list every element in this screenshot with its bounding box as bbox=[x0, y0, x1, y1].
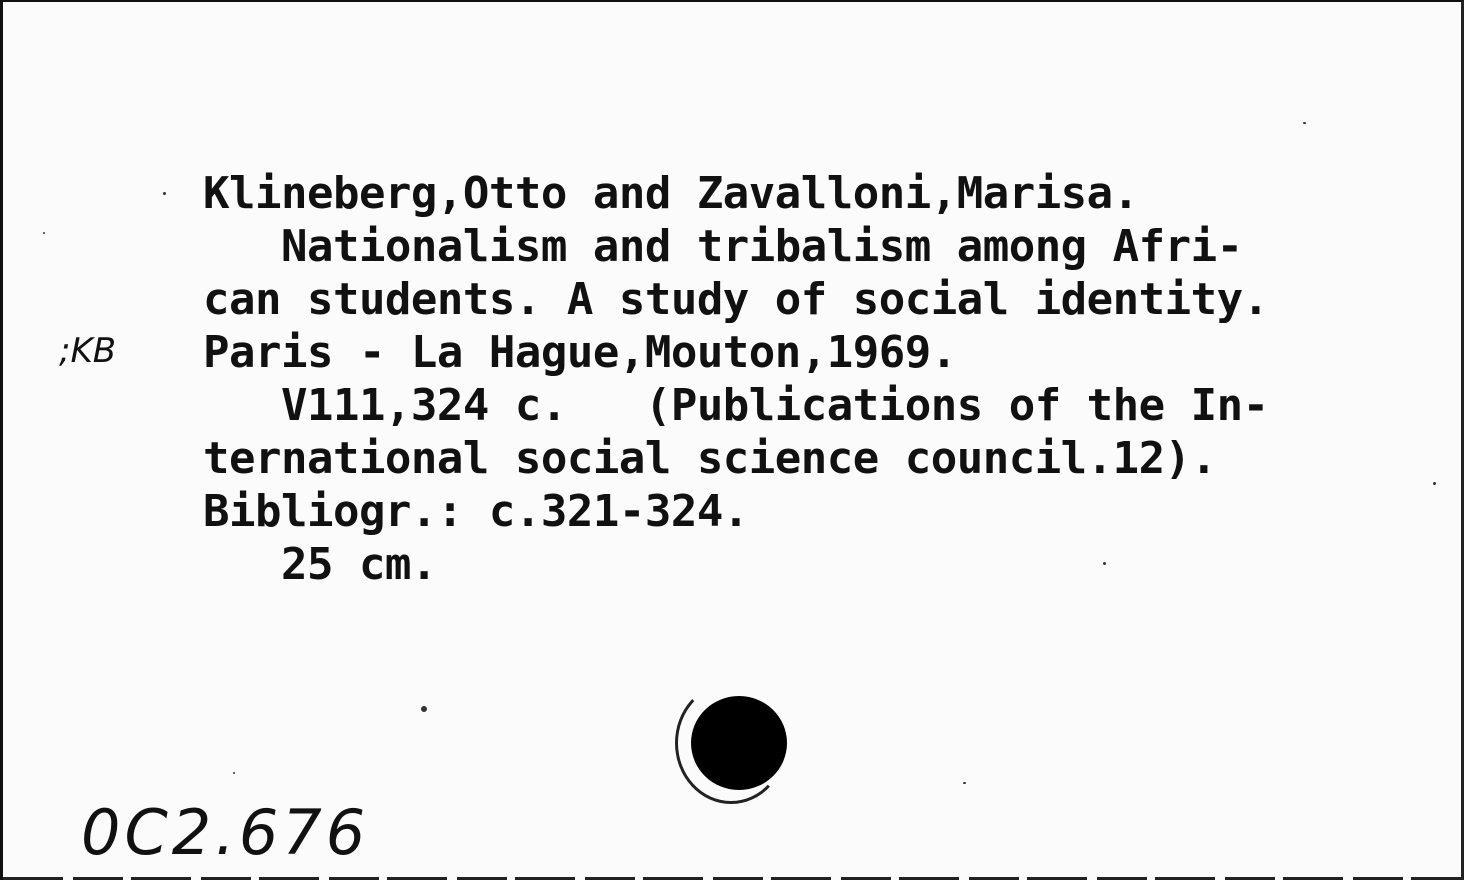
scan-speck bbox=[1303, 122, 1306, 124]
entry-line-bibliography: Bibliogr.: c.321-324. bbox=[203, 486, 749, 537]
scan-speck bbox=[1433, 482, 1436, 485]
scan-speck bbox=[163, 192, 166, 195]
margin-mark: ;KB bbox=[59, 331, 117, 371]
entry-line-title-2: can students. A study of social identity. bbox=[203, 274, 1269, 325]
scan-speck bbox=[421, 706, 427, 712]
entry-line-title-1: Nationalism and tribalism among Afri- bbox=[203, 221, 1243, 272]
entry-line-author: Klineberg,Otto and Zavalloni,Marisa. bbox=[203, 168, 1139, 219]
scan-speck bbox=[1103, 562, 1106, 565]
entry-line-size: 25 cm. bbox=[203, 539, 437, 590]
scan-speck bbox=[233, 772, 235, 774]
entry-line-series: ternational social science council.12). bbox=[203, 433, 1217, 484]
punch-hole bbox=[691, 696, 787, 790]
entry-line-imprint: Paris - La Hague,Mouton,1969. bbox=[203, 327, 957, 378]
scan-speck bbox=[43, 232, 45, 234]
scan-speck bbox=[963, 782, 966, 784]
entry-line-collation: V111,324 c. (Publications of the In- bbox=[203, 380, 1269, 431]
call-number: 0C2.676 bbox=[81, 796, 370, 869]
